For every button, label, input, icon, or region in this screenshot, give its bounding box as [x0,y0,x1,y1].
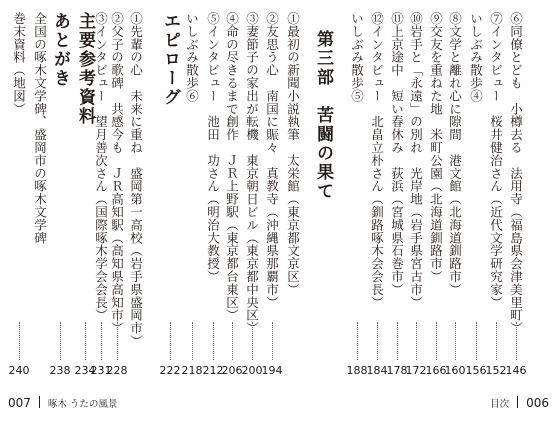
toc-heading: エピローグ [160,12,180,107]
toc-entry: ⑪上京途中 短い春休み 荻浜（宮城県石巻市） [389,12,405,296]
page-number: 200 [241,364,263,377]
page-number: 218 [181,364,203,377]
dot-leader [213,322,214,360]
toc-entry: いしぶみ散歩⑤ [349,12,365,103]
folio-divider [39,396,40,408]
toc-entry: ⑤インタビュー 池田 功さん（明治大教授） [205,12,221,283]
toc-entry: ⑨交友を重ねた地 米町公園（北海道釧路市） [428,12,444,283]
page-number: 188 [346,364,368,377]
toc-entry: ①先輩の心 未来に重ね 盛岡第一高校（岩手県盛岡市） [128,12,144,348]
toc-entry: ⑩岩手と「永遠」の別れ 光岸地（岩手県宮古市） [408,12,424,309]
page-number: 206 [221,364,243,377]
page-number: 166 [425,364,447,377]
toc-entry: ⑥同僚とども 小樽去る 法用寺（福島県会津美里町） [508,12,524,335]
dot-leader [272,322,273,360]
left-folio [8,396,117,410]
dot-leader [416,322,417,360]
page-number: 222 [159,364,181,377]
dot-leader [357,322,358,360]
toc-entry: いしぶみ散歩④ [468,12,484,103]
toc-entry: ①最初の新聞小説執筆 太栄館（東京都文京区） [285,12,301,296]
page-number: 231 [90,364,112,377]
book-title: 啄木 うたの風景 [47,399,118,410]
page-number: 238 [49,364,71,377]
toc-entry: ⑦インタビュー 桜井健治さん（近代文学研究家） [488,12,504,309]
toc-entry: 全国の啄木文学碑、盛岡市の啄木文学碑 [32,12,48,245]
dot-leader [516,322,517,360]
dot-leader [19,322,20,360]
toc-entry: ⑧文学と離れ心に隙間 港文館（北海道釧路市） [447,12,463,296]
dot-leader [476,322,477,360]
page-number: 212 [202,364,224,377]
page-number: 240 [8,364,30,377]
right-folio [490,396,549,410]
page-number: 160 [444,364,466,377]
page-number: 194 [261,364,283,377]
page-number: 228 [106,364,128,377]
dot-leader [455,322,456,360]
toc-entry: ④命の尽きるまで創作 ＪＲ上野駅（東京都台東区） [224,12,240,322]
toc-heading: 第三部 苦闘の果て [313,30,333,201]
left-page-number: 007 [8,396,31,410]
page-number: 172 [405,364,427,377]
page-number: 178 [386,364,408,377]
right-page-number: 006 [526,396,549,410]
toc-entry: ③インタビュー 望月善次さん（国際啄木学会会長） [93,12,109,322]
dot-leader [85,322,86,360]
page-number: 146 [505,364,527,377]
toc-entry: 巻末資料（地図） [11,12,27,116]
dot-leader [496,322,497,360]
dot-leader [117,322,118,360]
folio-divider [517,396,518,408]
toc-entry: ③妻節子の家出が転機 東京朝日ビル（東京都中央区） [244,12,260,335]
page-number: 152 [485,364,507,377]
toc-entry: ②父子の歌碑 共感今も ＪＲ高知駅（高知県高知市） [109,12,125,335]
toc-entry: ②友思う心 南国に賑々 真教寺（沖縄県那覇市） [264,12,280,309]
page-number: 156 [465,364,487,377]
page-number: 234 [74,364,96,377]
toc-entry: いしぶみ散歩⑥ [184,12,200,103]
dot-leader [232,322,233,360]
dot-leader [377,322,378,360]
toc-entry: ⑫インタビュー 北畠立朴さん（釧路啄木会会長） [369,12,385,309]
toc-heading: あとがき [50,12,70,88]
dot-leader [170,322,171,360]
contents-label: 目次 [490,399,510,410]
dot-leader [397,322,398,360]
dot-leader [101,322,102,360]
page-number: 184 [366,364,388,377]
dot-leader [252,322,253,360]
toc-heading: 主要参考資料 [75,12,95,126]
dot-leader [192,322,193,360]
dot-leader [60,322,61,360]
dot-leader [436,322,437,360]
